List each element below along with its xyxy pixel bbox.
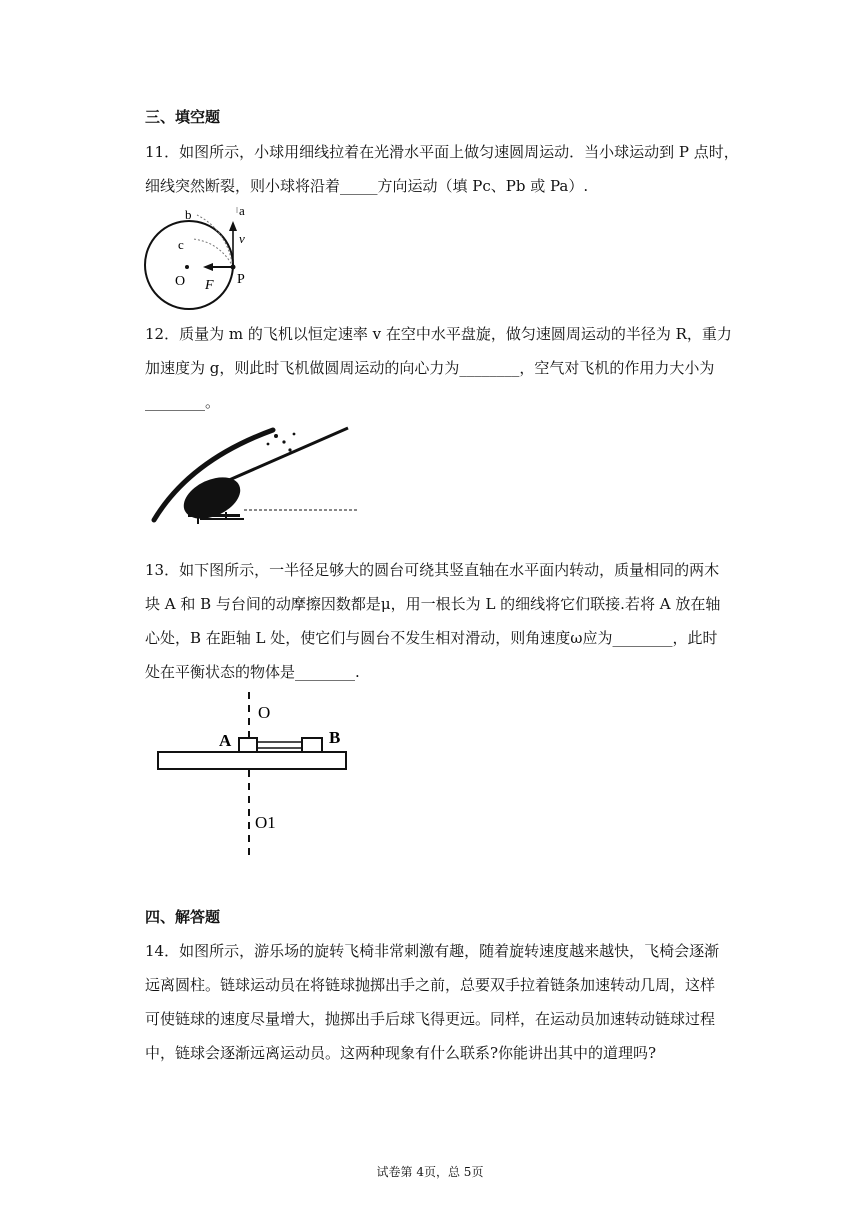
q12-line-2: 加速度为 g，则此时飞机做圆周运动的向心力为________，空气对飞机的作用力大小为 — [145, 359, 715, 377]
block-a — [239, 738, 257, 752]
q14-line-4: 中，链球会逐渐远离运动员。这两种现象有什么联系?你能讲出其中的道理吗? — [145, 1044, 657, 1062]
aircraft-skid — [188, 514, 240, 517]
q14-line-2: 远离圆柱。链球运动员在将链球抛掷出手之前，总要双手拉着链条加速转动几周，这样 — [145, 976, 716, 994]
page-footer: 试卷第 4页，总 5页 — [376, 1165, 484, 1179]
turntable — [158, 752, 346, 769]
label-v: v — [239, 231, 245, 246]
block-b — [302, 738, 322, 752]
label-c: c — [178, 237, 184, 252]
label-a: a — [239, 203, 245, 218]
q13-line-1: 13．如下图所示，一半径足够大的圆台可绕其竖直轴在水平面内转动，质量相同的两木 — [145, 561, 720, 579]
q12-line-3: ________。 — [145, 393, 221, 411]
q14-line-3: 可使链球的速度尽量增大，抛掷出手后球飞得更远。同样，在运动员加速转动链球过程 — [145, 1010, 716, 1028]
label-axis-o1: O1 — [255, 813, 276, 832]
circular-path — [145, 221, 233, 309]
label-b: b — [185, 207, 192, 222]
center-point — [185, 265, 189, 269]
label-o: O — [175, 274, 186, 289]
label-axis-o: O — [258, 703, 271, 722]
q13-turntable-figure — [155, 690, 355, 860]
q14-line-1: 14．如图所示，游乐场的旋转飞椅非常刺激有趣，随着旋转速度越来越快，飞椅会逐渐 — [145, 942, 720, 960]
q13-line-4: 处在平衡状态的物体是________. — [145, 663, 360, 681]
q13-line-3: 心处，B 在距轴 L 处，使它们与圆台不发生相对滑动，则角速度ω应为________，此时 — [145, 629, 718, 647]
label-block-a: A — [219, 731, 232, 750]
point-p — [231, 265, 236, 270]
q12-line-1: 12．质量为 m 的飞机以恒定速率 v 在空中水平盘旋，做匀速圆周运动的半径为 R，重力 — [145, 325, 732, 343]
q11-circle-figure — [143, 203, 263, 313]
q12-aircraft-figure — [148, 420, 363, 530]
section-heading-fill-blank: 三、填空题 — [145, 108, 221, 126]
label-f: F — [205, 278, 214, 293]
q11-line-2: 细线突然断裂，则小球将沿着_____方向运动（填 Pc、Pb 或 Pa）. — [145, 177, 589, 195]
label-block-b: B — [329, 728, 341, 747]
section-heading-answer: 四、解答题 — [145, 908, 221, 926]
q13-line-2: 块 A 和 B 与台间的动摩擦因数都是μ，用一根长为 L 的细线将它们联接.若将 A 放在轴 — [145, 595, 721, 613]
label-p: P — [237, 272, 245, 287]
q11-line-1: 11．如图所示，小球用细线拉着在光滑水平面上做匀速圆周运动．当小球运动到 P 点时， — [145, 143, 739, 161]
